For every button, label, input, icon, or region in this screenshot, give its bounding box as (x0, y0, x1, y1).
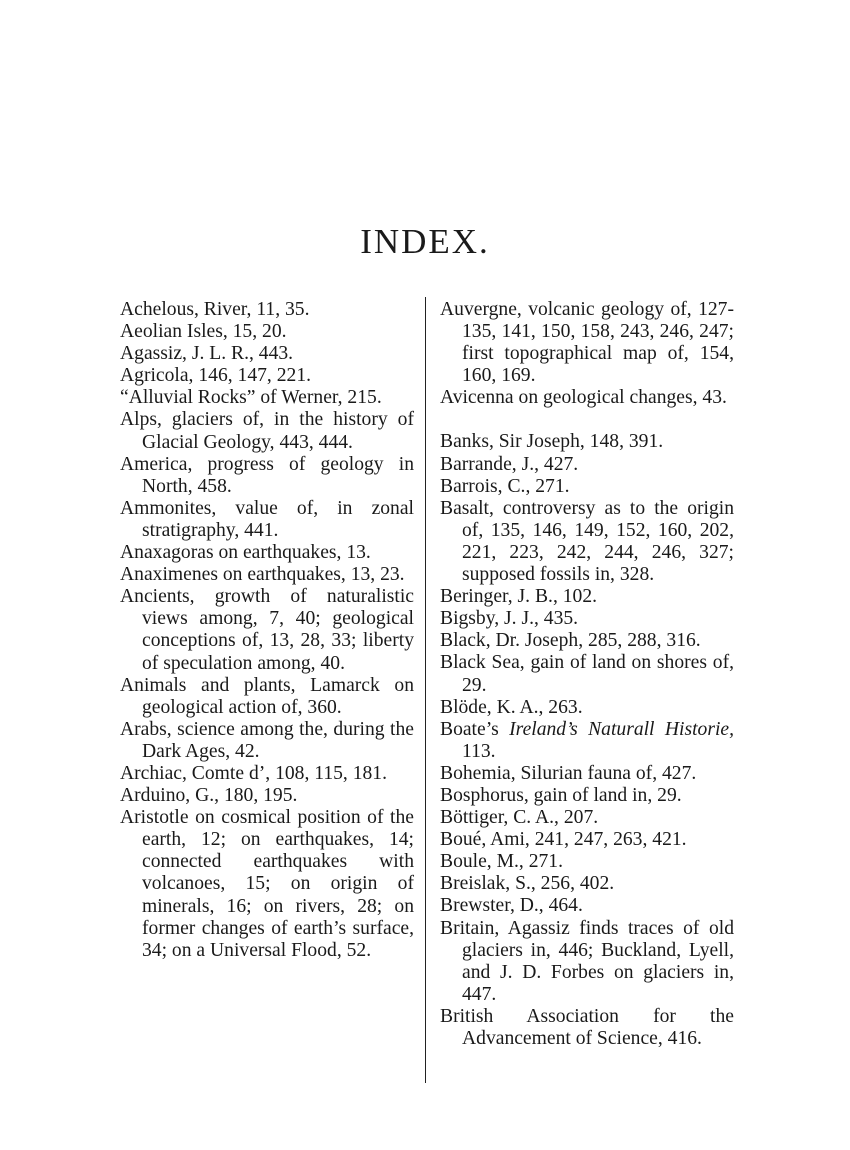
boate-lead: Boate’s (440, 718, 510, 740)
page-title: INDEX. (360, 222, 490, 261)
index-entry: Bohemia, Silurian fauna of, 427. (440, 762, 697, 784)
index-entry-boate (440, 719, 734, 763)
index-entry: Anaximenes on earthquakes, 13, 23. (120, 564, 405, 586)
index-entry: British Association for the Advancement of Science, 416. (440, 1005, 734, 1049)
index-entry: Bigsby, J. J., 435. (440, 608, 579, 630)
index-entry: Alps, glaciers of, in the history of Glacial Geology, 443, 444. (120, 409, 414, 453)
index-entry: Boué, Ami, 241, 247, 263, 421. (440, 829, 687, 851)
index-entry: Ancients, growth of naturalistic views among, 7, 40; geological conceptions of, 13, 28, 33; liberty of speculation among, 40. (120, 586, 414, 674)
index-entry: Basalt, controversy as to the origin of, 135, 146, 149, 152, 160, 202, 221, 223, 242, 244, 246, 327; supposed fossils in, 328. (440, 497, 734, 586)
index-entry: Beringer, J. B., 102. (440, 586, 598, 608)
index-entry: Breislak, S., 256, 402. (440, 873, 615, 895)
index-entry: Aristotle on cosmical position of the earth, 12; on earthquakes, 14; connected earthquakes with volcanoes, 15; on origin of minerals, 16; on rivers, 28; on former changes of earth’s surface, 34; on a Universal Flood, 52. (120, 807, 414, 961)
index-entry: America, progress of geology in North, 458. (120, 453, 414, 497)
index-entry: Arduino, G., 180, 195. (120, 785, 298, 807)
index-entry: Animals and plants, Lamarck on geological action of, 360. (120, 674, 414, 718)
index-entry: Ammonites, value of, in zonal stratigraphy, 441. (120, 497, 414, 541)
index-entry: Barrois, C., 271. (440, 475, 570, 497)
index-entry: Arabs, science among the, during the Dark Ages, 42. (120, 718, 414, 762)
index-entry: Aeolian Isles, 15, 20. (120, 321, 287, 343)
index-entry: Britain, Agassiz finds traces of old glaciers in, 446; Buckland, Lyell, and J. D. Forbes on glaciers in, 447. (440, 917, 734, 1005)
index-entry: Black Sea, gain of land on shores of, 29. (440, 652, 734, 696)
column-divider (425, 297, 426, 1083)
boate-title-italic: Ireland’s Naturall Historie, (509, 718, 734, 740)
boate-tail: 113. (462, 740, 496, 762)
index-entry: Agassiz, J. L. R., 443. (120, 343, 294, 365)
index-entry: Avicenna on geological changes, 43. (440, 387, 727, 409)
index-entry: Brewster, D., 464. (440, 895, 583, 917)
index-entry: Bosphorus, gain of land in, 29. (440, 784, 682, 806)
index-entry: Böttiger, C. A., 207. (440, 807, 599, 829)
index-entry: Agricola, 146, 147, 221. (120, 365, 312, 387)
index-entry: Banks, Sir Joseph, 148, 391. (440, 431, 664, 453)
index-entry: Barrande, J., 427. (440, 453, 579, 475)
index-entry: Blöde, K. A., 263. (440, 696, 583, 718)
index-column-left (120, 299, 414, 962)
index-entry: Auvergne, volcanic geology of, 127-135, 141, 150, 158, 243, 246, 247; first topographical map of, 154, 160, 169. (440, 299, 734, 387)
index-entry: Boule, M., 271. (440, 851, 564, 873)
index-entry: Anaxagoras on earthquakes, 13. (120, 542, 371, 564)
index-column-right (440, 299, 734, 1050)
index-entry: “Alluvial Rocks” of Werner, 215. (120, 387, 382, 409)
index-entry: Archiac, Comte d’, 108, 115, 181. (120, 762, 388, 784)
index-entry: Achelous, River, 11, 35. (120, 299, 310, 320)
index-entry: Black, Dr. Joseph, 285, 288, 316. (440, 630, 701, 652)
